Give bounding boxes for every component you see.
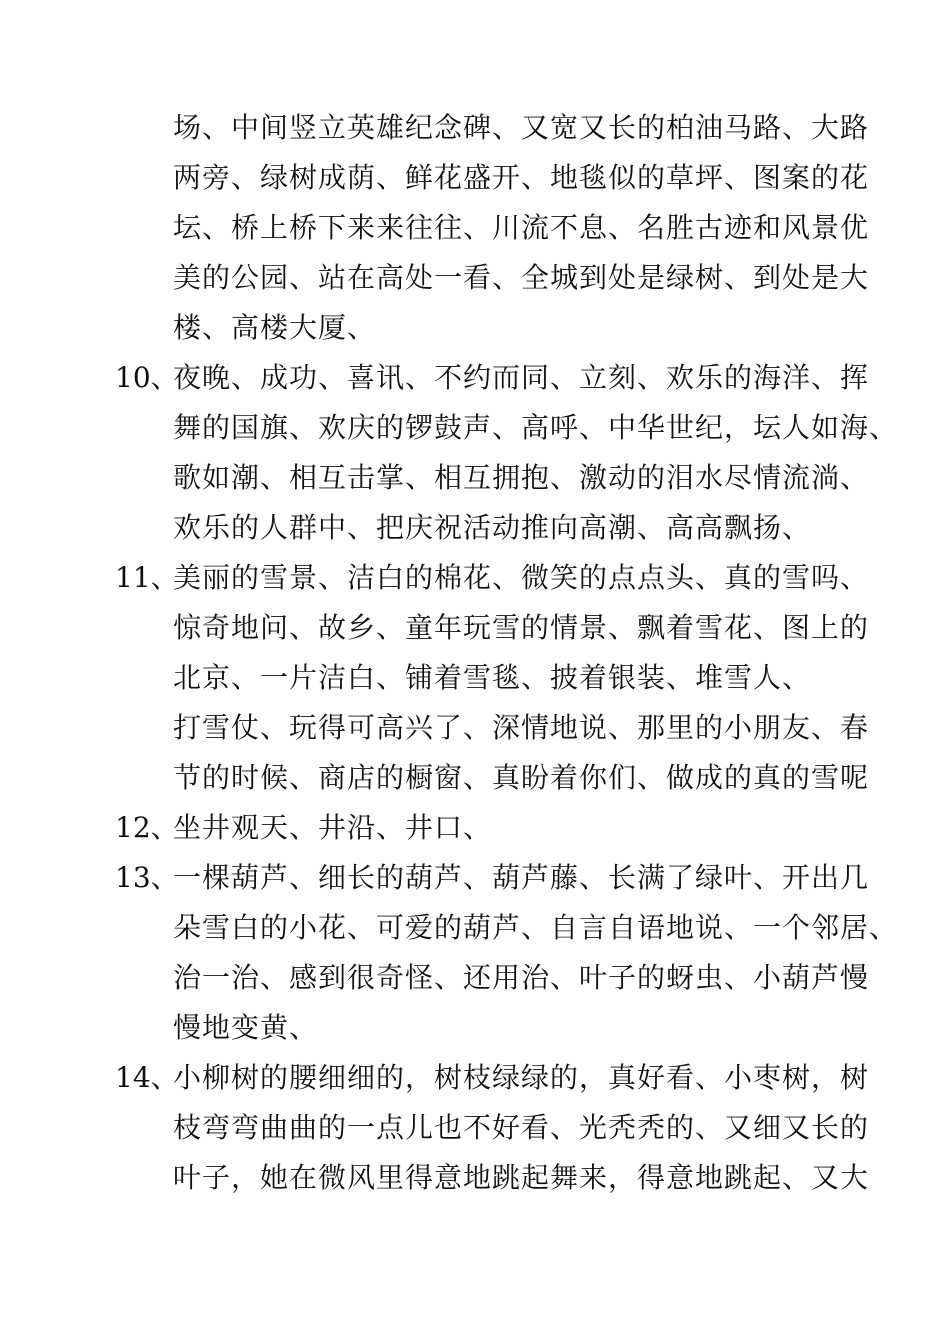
line-text: 美丽的雪景、洁白的棉花、微笑的点点头、真的雪吗、 xyxy=(173,561,870,594)
line-text: 朵雪白的小花、可爱的葫芦、自言自语地说、一个邻居、 xyxy=(173,911,899,944)
item-number: 13、 xyxy=(115,861,179,894)
line-text: 治一治、感到很奇怪、还用治、叶子的蚜虫、小葫芦慢 xyxy=(173,961,870,994)
text-line xyxy=(0,203,950,253)
text-line xyxy=(0,403,950,453)
line-text: 欢乐的人群中、把庆祝活动推向高潮、高高飘扬、 xyxy=(173,511,812,544)
line-text: 叶子，她在微风里得意地跳起舞来，得意地跳起、又大 xyxy=(173,1161,870,1194)
text-line xyxy=(0,603,950,653)
text-line xyxy=(0,553,950,603)
text-line xyxy=(0,953,950,1003)
line-text: 一棵葫芦、细长的葫芦、葫芦藤、长满了绿叶、开出几 xyxy=(173,861,870,894)
text-line xyxy=(0,853,950,903)
text-line xyxy=(0,1053,950,1103)
text-line xyxy=(0,703,950,753)
text-line xyxy=(0,1103,950,1153)
line-text: 小柳树的腰细细的，树枝绿绿的，真好看、小枣树，树 xyxy=(173,1061,870,1094)
line-text: 打雪仗、玩得可高兴了、深情地说、那里的小朋友、春 xyxy=(173,711,870,744)
line-text: 北京、一片洁白、铺着雪毯、披着银装、堆雪人、 xyxy=(173,661,812,694)
text-line xyxy=(0,153,950,203)
item-number: 10、 xyxy=(115,361,179,394)
line-text: 夜晚、成功、喜讯、不约而同、立刻、欢乐的海洋、挥 xyxy=(173,361,870,394)
line-text: 场、中间竖立英雄纪念碑、又宽又长的柏油马路、大路 xyxy=(173,111,870,144)
text-line xyxy=(0,803,950,853)
line-text: 坐井观天、井沿、井口、 xyxy=(173,811,493,844)
line-text: 楼、高楼大厦、 xyxy=(173,311,377,344)
text-line xyxy=(0,753,950,803)
text-line xyxy=(0,903,950,953)
line-text: 舞的国旗、欢庆的锣鼓声、高呼、中华世纪，坛人如海、 xyxy=(173,411,899,444)
text-line xyxy=(0,353,950,403)
item-number: 11、 xyxy=(115,561,179,594)
text-line xyxy=(0,303,950,353)
text-line xyxy=(0,1003,950,1053)
text-line xyxy=(0,653,950,703)
text-line xyxy=(0,1153,950,1203)
text-line xyxy=(0,253,950,303)
line-text: 节的时候、商店的橱窗、真盼着你们、做成的真的雪呢 xyxy=(173,761,870,794)
item-number: 14、 xyxy=(115,1061,179,1094)
line-text: 坛、桥上桥下来来往往、川流不息、名胜古迹和风景优 xyxy=(173,211,870,244)
line-text: 枝弯弯曲曲的一点儿也不好看、光秃秃的、又细又长的 xyxy=(173,1111,870,1144)
line-text: 惊奇地问、故乡、童年玩雪的情景、飘着雪花、图上的 xyxy=(173,611,870,644)
item-number: 12、 xyxy=(115,811,179,844)
line-text: 慢地变黄、 xyxy=(173,1011,319,1044)
text-line xyxy=(0,453,950,503)
line-text: 美的公园、站在高处一看、全城到处是绿树、到处是大 xyxy=(173,261,870,294)
text-line xyxy=(0,503,950,553)
document-page xyxy=(0,103,950,1203)
text-line xyxy=(0,103,950,153)
line-text: 两旁、绿树成荫、鲜花盛开、地毯似的草坪、图案的花 xyxy=(173,161,870,194)
line-text: 歌如潮、相互击掌、相互拥抱、激动的泪水尽情流淌、 xyxy=(173,461,870,494)
